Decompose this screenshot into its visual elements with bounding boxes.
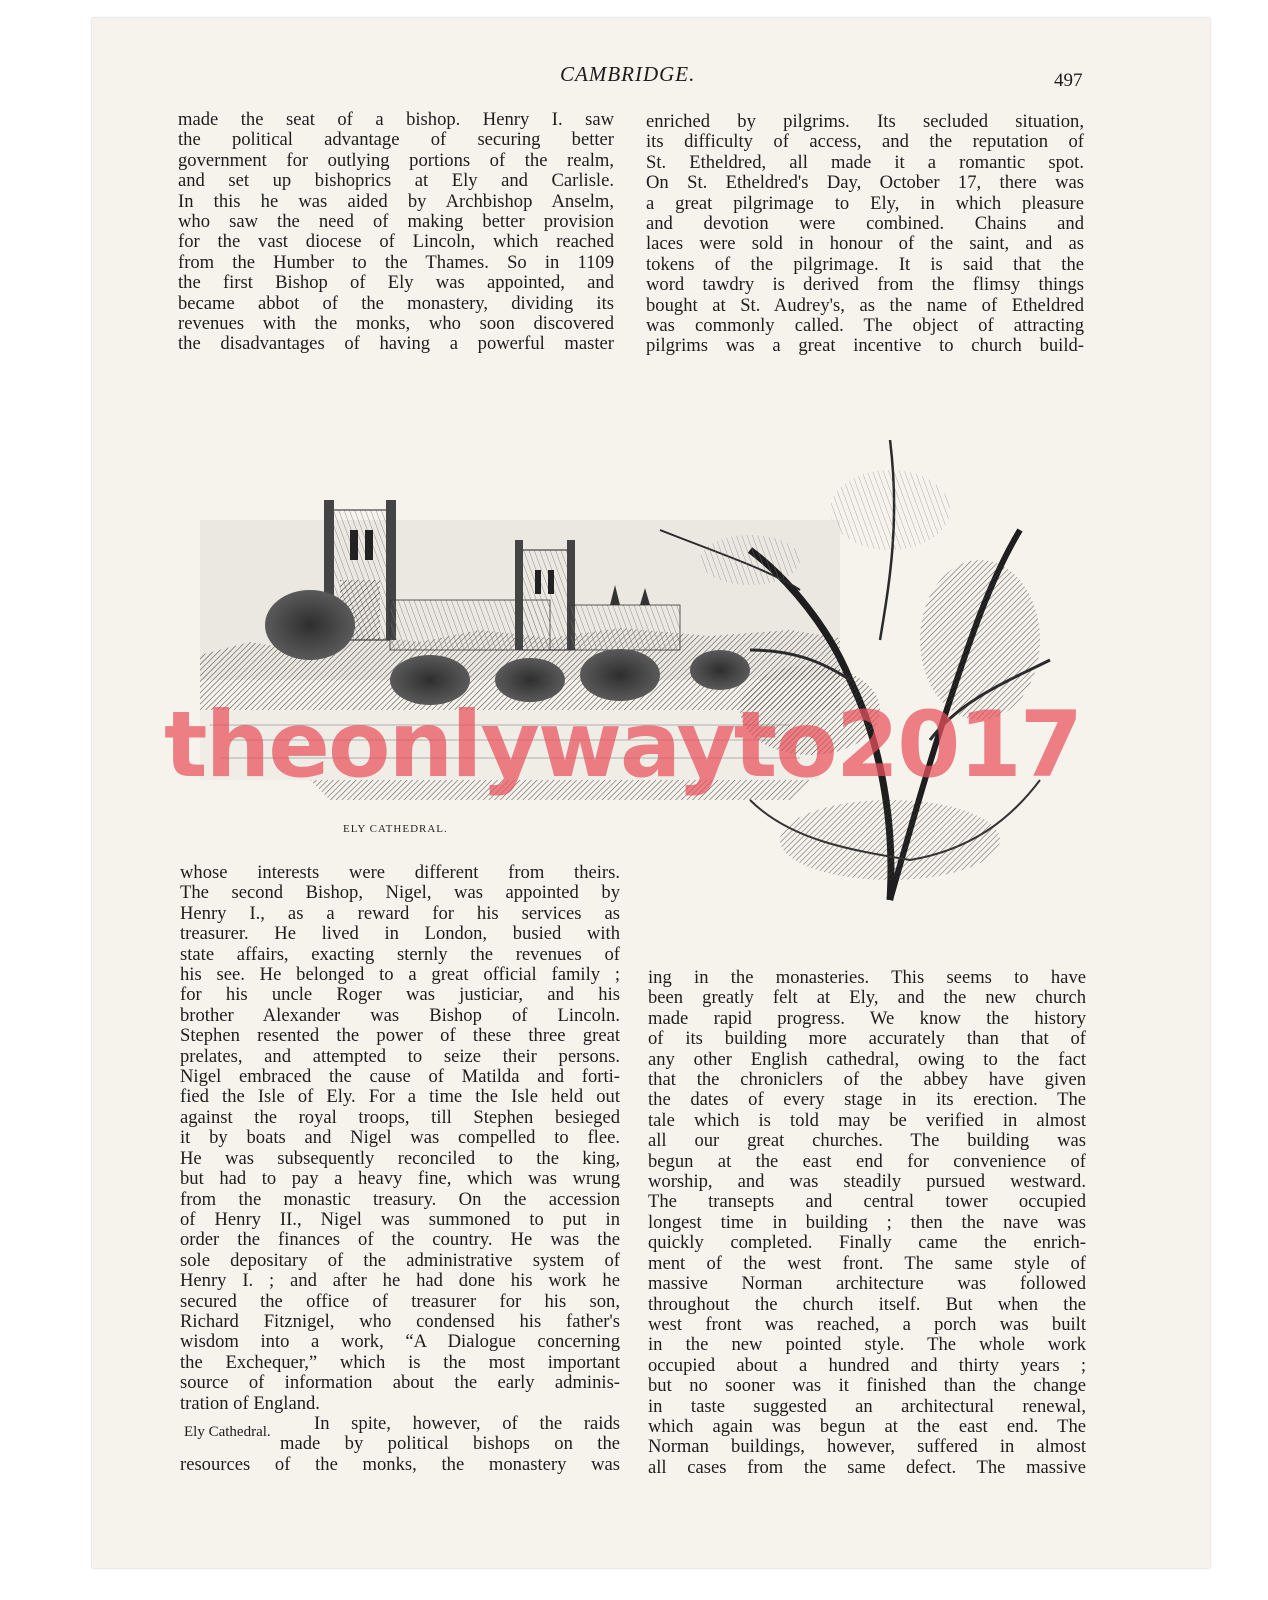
left-column-top-text (178, 110, 614, 355)
text-line: Henry I., as a reward for his services as (180, 903, 620, 924)
text-line: whose interests were different from theirs. (180, 863, 620, 883)
text-line: bought at St. Audrey's, as the name of Etheldred (646, 295, 1084, 316)
text-line: in the new pointed style. The whole work (648, 1335, 1086, 1356)
text-line: sole depositary of the administrative system of (180, 1250, 620, 1271)
text-line: fied the Isle of Ely. For a time the Isle held out (180, 1087, 620, 1108)
text-line: any other English cathedral, owing to the fact (648, 1049, 1086, 1070)
text-line: for his uncle Roger was justiciar, and his (180, 985, 620, 1006)
text-line: The transepts and central tower occupied (648, 1192, 1086, 1213)
watermark-text: theonlywayto2017 (164, 693, 1082, 798)
right-column-top-text (646, 112, 1084, 357)
text-line: that the chroniclers of the abbey have given (648, 1070, 1086, 1091)
page-number: 497 (1054, 70, 1083, 91)
text-line: state affairs, exacting sternly the revenues of (180, 944, 620, 965)
right-column-bottom-text (648, 968, 1086, 1478)
text-line: his see. He belonged to a great official family ; (180, 965, 620, 986)
text-line: Norman buildings, however, suffered in almost (648, 1437, 1086, 1458)
text-line: the first Bishop of Ely was appointed, and (178, 273, 614, 294)
text-line: from the Humber to the Thames. So in 1109 (178, 252, 614, 273)
text-line: resources of the monks, the monastery was (180, 1454, 620, 1475)
text-line: the political advantage of securing better (178, 130, 614, 151)
text-line: The second Bishop, Nigel, was appointed by (180, 883, 620, 904)
text-line: ing in the monasteries. This seems to have (648, 968, 1086, 988)
text-line: treasurer. He lived in London, busied with (180, 924, 620, 945)
text-line: He was subsequently reconciled to the king, (180, 1148, 620, 1169)
text-line: quickly completed. Finally came the enrich- (648, 1233, 1086, 1254)
text-line: but no sooner was it finished than the change (648, 1376, 1086, 1397)
ely-cathedral-engraving (190, 380, 1070, 940)
text-line: who saw the need of making better provision (178, 212, 614, 233)
illustration-caption: ELY CATHEDRAL. (343, 823, 448, 835)
text-line: Henry I. ; and after he had done his work he (180, 1271, 620, 1292)
text-line: made the seat of a bishop. Henry I. saw (178, 110, 614, 130)
text-line: throughout the church itself. But when the (648, 1294, 1086, 1315)
text-line: word tawdry is derived from the flimsy things (646, 275, 1084, 296)
text-line: against the royal troops, till Stephen besieged (180, 1107, 620, 1128)
text-line: government for outlying portions of the realm, (178, 150, 614, 171)
text-line: but had to pay a heavy fine, which was wrung (180, 1169, 620, 1190)
text-line: the disadvantages of having a powerful master (178, 334, 614, 355)
text-line: it by boats and Nigel was compelled to flee. (180, 1128, 620, 1149)
cathedral-octagon-tower (515, 540, 575, 650)
text-line: west front was reached, a porch was built (648, 1314, 1086, 1335)
text-line: massive Norman architecture was followed (648, 1274, 1086, 1295)
text-line: the dates of every stage in its erection. The (648, 1090, 1086, 1111)
text-line: of Henry II., Nigel was summoned to put in (180, 1209, 620, 1230)
text-line: begun at the east end for convenience of (648, 1151, 1086, 1172)
text-line: and devotion were combined. Chains and (646, 214, 1084, 235)
text-line: made rapid progress. We know the history (648, 1008, 1086, 1029)
text-line: made by political bishops on the (280, 1434, 620, 1455)
text-line: all our great churches. The building was (648, 1131, 1086, 1152)
text-line: brother Alexander was Bishop of Lincoln. (180, 1005, 620, 1026)
text-line: tokens of the pilgrimage. It is said that the (646, 254, 1084, 275)
text-line: order the finances of the country. He was the (180, 1230, 620, 1251)
text-line: from the monastic treasury. On the accession (180, 1189, 620, 1210)
text-line: In spite, however, of the raids (314, 1413, 620, 1434)
left-column-bottom-text (180, 863, 620, 1475)
text-line: longest time in building ; then the nave was (648, 1212, 1086, 1233)
text-line: On St. Etheldred's Day, October 17, there was (646, 173, 1084, 194)
text-line: was commonly called. The object of attracting (646, 316, 1084, 337)
text-line: for the vast diocese of Lincoln, which reached (178, 232, 614, 253)
text-line: tale which is told may be verified in almost (648, 1110, 1086, 1131)
margin-note: Ely Cathedral. (184, 1424, 271, 1440)
text-line: its difficulty of access, and the reputation of (646, 132, 1084, 153)
text-line: and set up bishoprics at Ely and Carlisle. (178, 171, 614, 192)
text-line: Nigel embraced the cause of Matilda and forti- (180, 1067, 620, 1088)
text-line: prelates, and attempted to seize their persons. (180, 1046, 620, 1067)
text-line: the Exchequer,” which is the most important (180, 1352, 620, 1373)
text-line: which again was begun at the east end. The (648, 1416, 1086, 1437)
text-line: In this he was aided by Archbishop Anselm, (178, 191, 614, 212)
text-line: Stephen resented the power of these three great (180, 1026, 620, 1047)
text-line: laces were sold in honour of the saint, and as (646, 234, 1084, 255)
text-line: a great pilgrimage to Ely, in which pleasure (646, 193, 1084, 214)
text-line: occupied about a hundred and thirty years ; (648, 1355, 1086, 1376)
text-line: St. Etheldred, all made it a romantic spot. (646, 152, 1084, 173)
text-line: revenues with the monks, who soon discovered (178, 314, 614, 335)
text-line: secured the office of treasurer for his son, (180, 1291, 620, 1312)
text-line: tration of England. (180, 1393, 320, 1414)
text-line: been greatly felt at Ely, and the new church (648, 988, 1086, 1009)
text-line: of its building more accurately than that of (648, 1029, 1086, 1050)
text-line: became abbot of the monastery, dividing its (178, 293, 614, 314)
text-line: Richard Fitznigel, who condensed his father's (180, 1311, 620, 1332)
text-line: pilgrims was a great incentive to church build- (646, 336, 1084, 357)
text-line: worship, and was steadily pursued westward. (648, 1172, 1086, 1193)
text-line: all cases from the same defect. The massive (648, 1457, 1086, 1478)
text-line: source of information about the early adminis- (180, 1373, 620, 1394)
text-line: enriched by pilgrims. Its secluded situation, (646, 112, 1084, 132)
running-header: CAMBRIDGE. (560, 62, 696, 86)
text-line: wisdom into a work, “A Dialogue concerning (180, 1332, 620, 1353)
text-line: in taste suggested an architectural renewal, (648, 1396, 1086, 1417)
text-line: ment of the west front. The same style of (648, 1253, 1086, 1274)
